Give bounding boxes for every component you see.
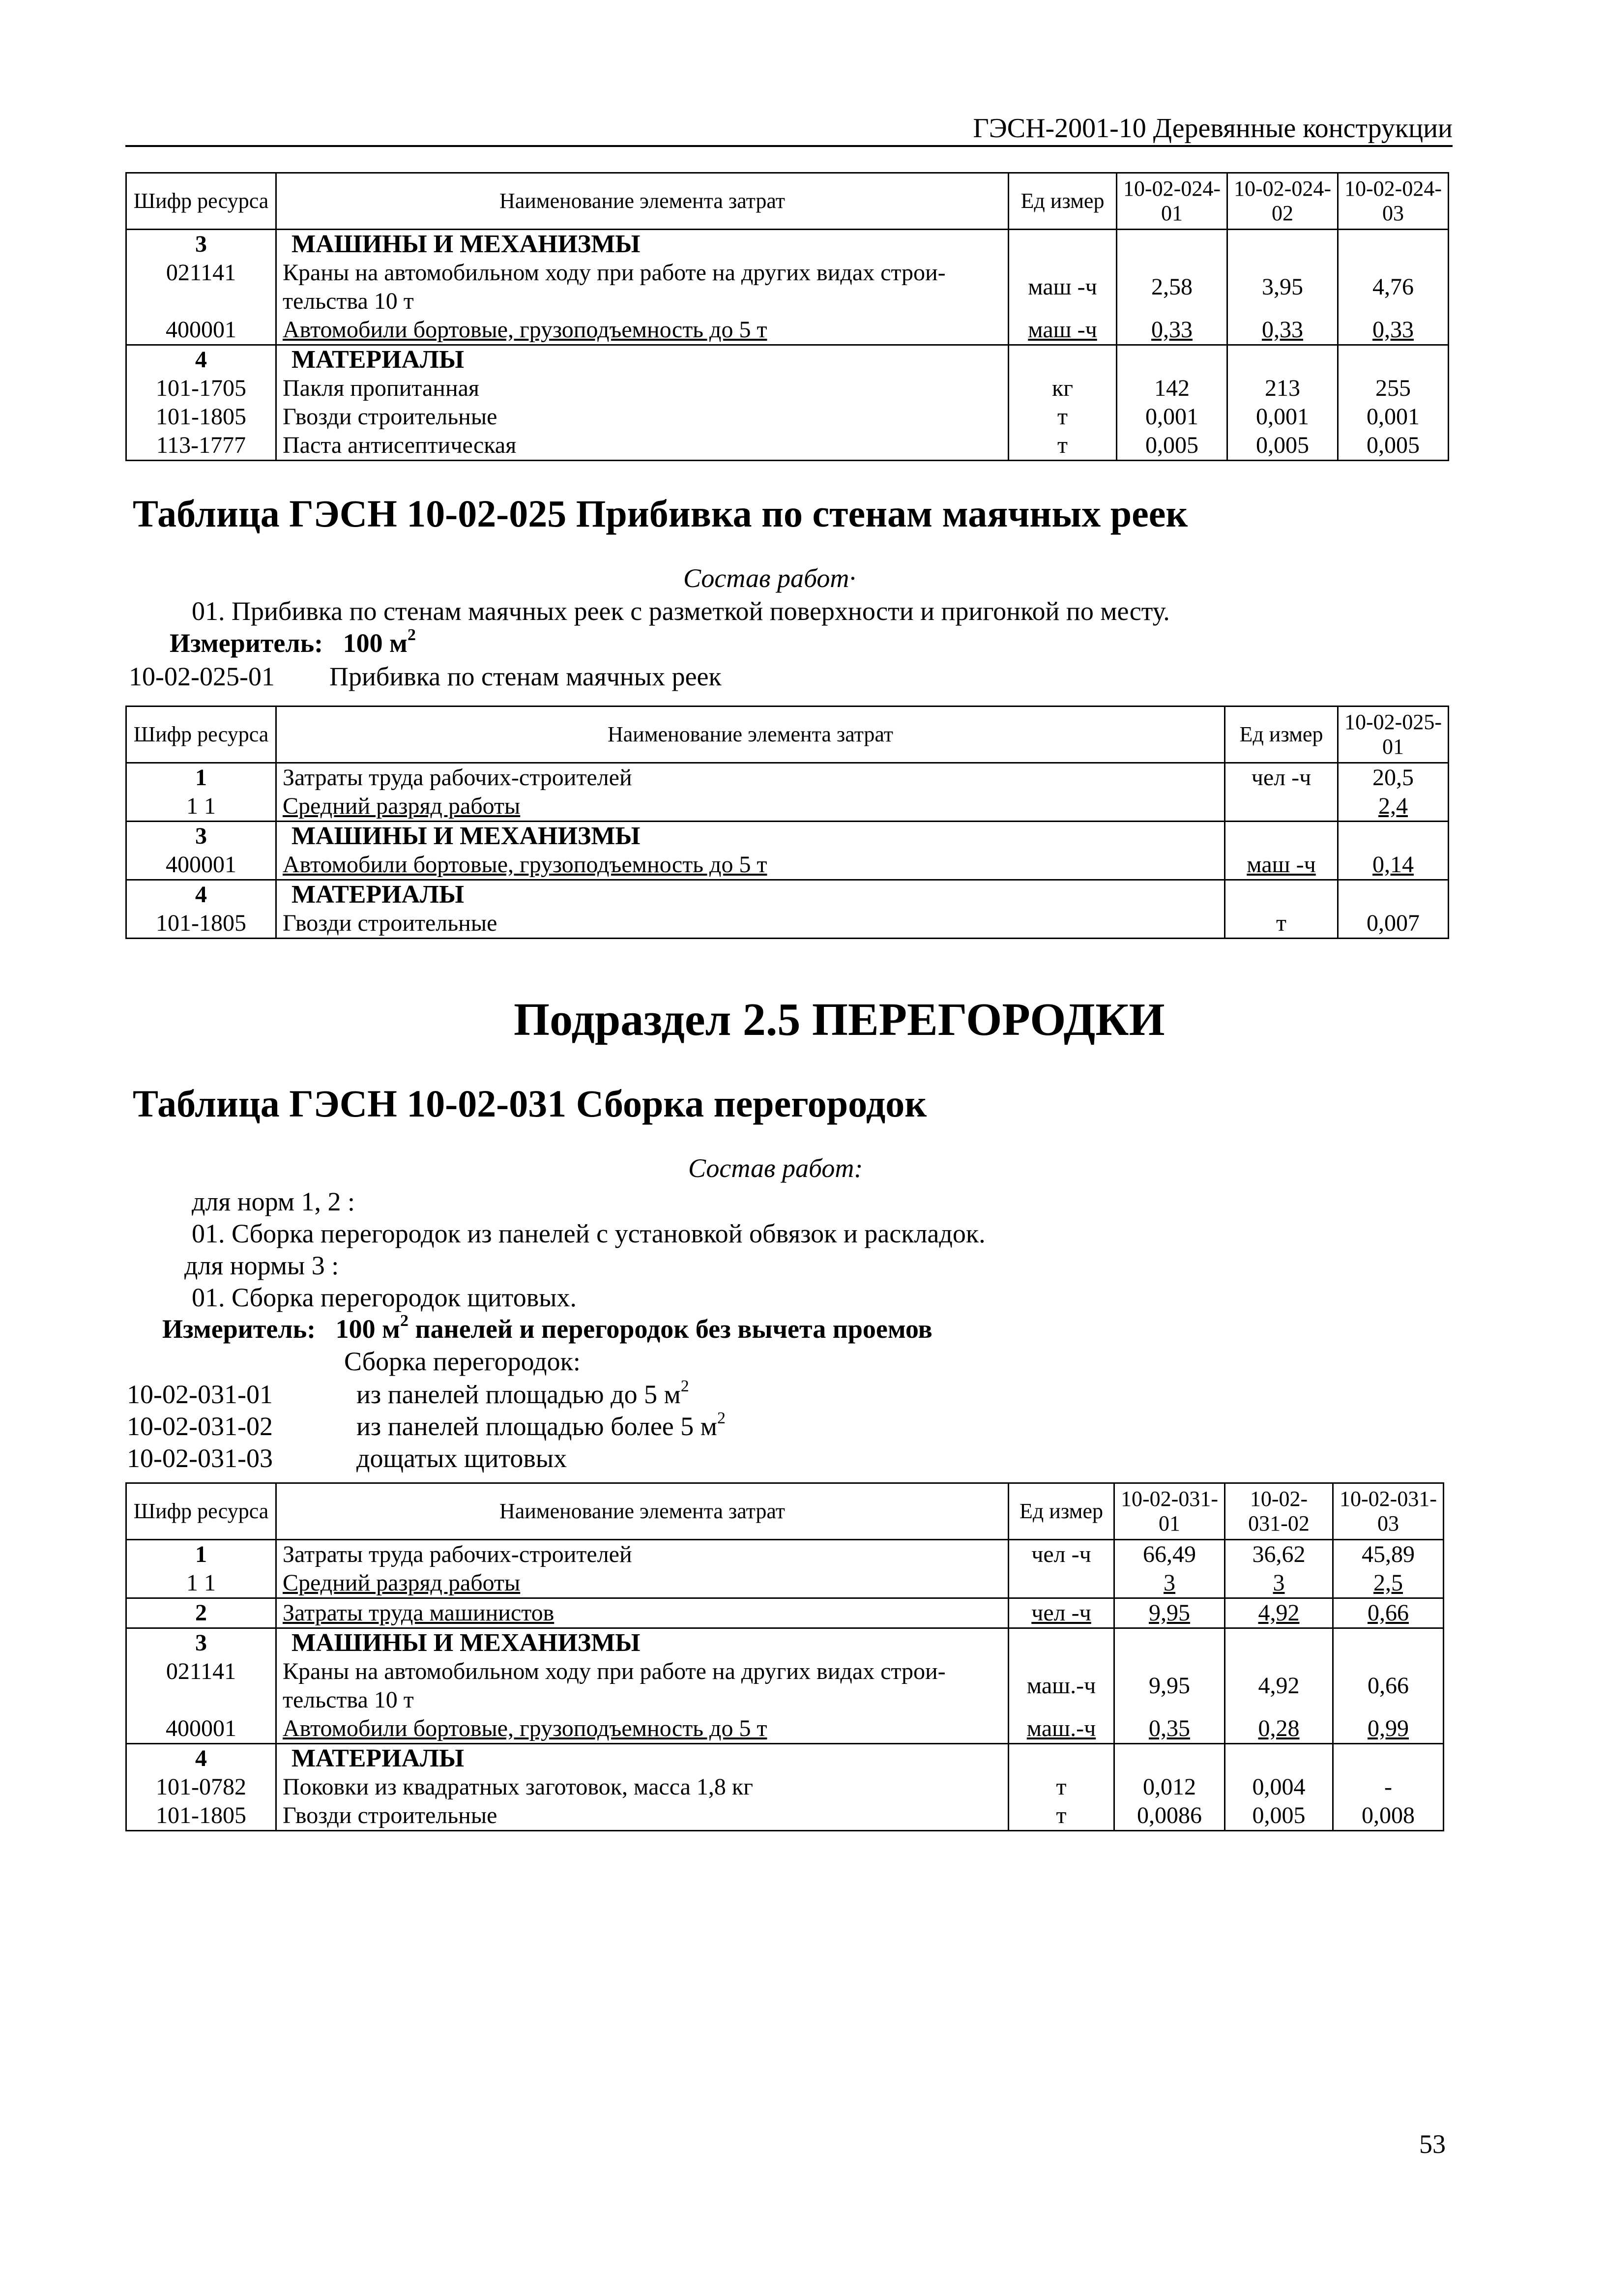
header-title: ГЭСН-2001-10 Деревянные конструкции (973, 113, 1453, 144)
row-value: 0,005 (1225, 1801, 1333, 1831)
row-value: 0,33 (1338, 316, 1449, 345)
row-value: 20,5 (1338, 763, 1449, 793)
table-header-row (126, 706, 1449, 763)
table-row (126, 1628, 1444, 1658)
meter-rest: панелей и перегородок без вычета проемов (408, 1314, 933, 1344)
header-col2: 10-02-031-02 (1225, 1483, 1333, 1540)
row-code: 4 (126, 345, 276, 375)
row-code: 101-1805 (126, 403, 276, 431)
composition-label: Состав работ· (683, 563, 856, 593)
header-col3: 10-02-024-03 (1338, 173, 1449, 230)
work-step: 01. Сборка перегородок из панелей с установкой обвязок и раскладок. (192, 1219, 986, 1248)
row-value: 2,4 (1338, 792, 1449, 822)
row-code: 3 (126, 822, 276, 851)
row-code: 400001 (126, 316, 276, 345)
row-value: 3 (1225, 1569, 1333, 1598)
row-code: 4 (126, 880, 276, 910)
norms-scope: для нормы 3 : (184, 1251, 339, 1280)
header-col2: 10-02-024-02 (1227, 173, 1338, 230)
row-name: Средний разряд работы (283, 793, 521, 819)
group-heading: МАШИНЫ И МЕХАНИЗМЫ (276, 1628, 1009, 1658)
row-unit (1009, 1569, 1114, 1598)
resource-table-031 (125, 1482, 1444, 1831)
table-header-row (126, 173, 1449, 230)
row-value: 3,95 (1227, 259, 1338, 316)
row-unit: маш.-ч (1009, 1714, 1114, 1744)
subsection-title: Подраздел 2.5 ПЕРЕГОРОДКИ (514, 994, 1165, 1045)
row-value: 0,005 (1227, 431, 1338, 461)
row-code: 1 1 (126, 792, 276, 822)
row-name: Поковки из квадратных заготовок, масса 1,8 кг (283, 1774, 753, 1800)
row-unit: т (1009, 1773, 1114, 1801)
row-name (276, 1657, 1009, 1714)
row-code: 400001 (126, 1714, 276, 1744)
row-code: 3 (126, 1628, 276, 1658)
table-row (126, 230, 1449, 259)
norm-name (356, 1379, 689, 1410)
row-name-line1: Краны на автомобильном ходу при работе на других видах строи- (283, 260, 946, 286)
row-code: 021141 (126, 1657, 276, 1714)
group-heading: МАТЕРИАЛЫ (276, 345, 1009, 375)
header-code: Шифр ресурса (126, 173, 276, 230)
row-value: 36,62 (1225, 1540, 1333, 1569)
norm-code: 10-02-025-01 (129, 662, 275, 691)
row-code: 101-0782 (126, 1773, 276, 1801)
row-code: 101-1805 (126, 1801, 276, 1831)
row-value: 0,005 (1338, 431, 1449, 461)
meter-sup: 2 (407, 626, 416, 644)
row-value: 255 (1338, 374, 1449, 403)
row-value: 0,007 (1338, 909, 1449, 939)
norm-code: 10-02-031-03 (127, 1443, 273, 1473)
norm-code: 10-02-031-01 (127, 1380, 273, 1409)
row-value: 0,005 (1117, 431, 1227, 461)
table-row (126, 1773, 1444, 1801)
header-col1: 10-02-031-01 (1114, 1483, 1225, 1540)
row-value: 4,92 (1225, 1657, 1333, 1714)
row-value: 0,008 (1333, 1801, 1444, 1831)
table-row (126, 345, 1449, 375)
row-value: 0,35 (1114, 1714, 1225, 1744)
row-unit: т (1009, 431, 1117, 461)
row-name-line2: тельства 10 т (283, 1687, 414, 1713)
table-row (126, 374, 1449, 403)
row-unit: чел -ч (1225, 763, 1338, 793)
row-code: 4 (126, 1744, 276, 1773)
row-unit: т (1225, 909, 1338, 939)
meter-label: Измеритель: (162, 1314, 316, 1344)
row-value: 0,33 (1227, 316, 1338, 345)
header-name: Наименование элемента затрат (276, 1483, 1009, 1540)
row-unit: т (1009, 1801, 1114, 1831)
row-value: 9,95 (1114, 1657, 1225, 1714)
row-value: 0,28 (1225, 1714, 1333, 1744)
table-header-row (126, 1483, 1444, 1540)
header-col1: 10-02-024-01 (1117, 173, 1227, 230)
norm-name: Прибивка по стенам маячных реек (329, 662, 722, 691)
row-unit: маш.-ч (1009, 1657, 1114, 1714)
row-value: 4,92 (1225, 1598, 1333, 1628)
table-row (126, 259, 1449, 316)
meter-line (170, 628, 416, 658)
row-value: 2,58 (1117, 259, 1227, 316)
running-header (125, 106, 1453, 147)
row-code: 021141 (126, 259, 276, 316)
row-value: 0,012 (1114, 1773, 1225, 1801)
resource-table-024 (125, 172, 1449, 461)
row-code: 101-1705 (126, 374, 276, 403)
norm-name-text: из панелей площадью до 5 м (356, 1380, 681, 1409)
row-value: 213 (1227, 374, 1338, 403)
group-label: Сборка перегородок: (344, 1347, 581, 1376)
row-value: 0,0086 (1114, 1801, 1225, 1831)
table-row (126, 763, 1449, 793)
row-value: 142 (1117, 374, 1227, 403)
row-value: 0,66 (1333, 1657, 1444, 1714)
header-code: Шифр ресурса (126, 706, 276, 763)
table-row (126, 1744, 1444, 1773)
row-unit: чел -ч (1009, 1598, 1114, 1628)
table-title-025: Таблица ГЭСН 10-02-025 Прибивка по стенам маячных реек (133, 492, 1188, 535)
row-name: Гвозди строительные (283, 404, 497, 430)
table-row (126, 316, 1449, 345)
table-row (126, 1657, 1444, 1714)
header-name: Наименование элемента затрат (276, 173, 1009, 230)
norm-sup: 2 (717, 1409, 726, 1427)
row-name: Автомобили бортовые, грузоподъемность до 5 т (283, 1715, 767, 1741)
row-value: 0,004 (1225, 1773, 1333, 1801)
row-code: 101-1805 (126, 909, 276, 939)
row-code: 3 (126, 230, 276, 259)
norm-name-text: из панелей площадью более 5 м (356, 1412, 717, 1441)
norms-scope: для норм 1, 2 : (192, 1187, 355, 1216)
row-name: Средний разряд работы (283, 1570, 521, 1596)
header-name: Наименование элемента затрат (276, 706, 1225, 763)
row-name: Пакля пропитанная (283, 375, 480, 401)
meter-sup: 2 (400, 1312, 408, 1330)
row-name: Гвозди строительные (276, 1801, 1009, 1831)
row-value: - (1333, 1773, 1444, 1801)
norm-code: 10-02-031-02 (127, 1412, 273, 1441)
group-heading: МАШИНЫ И МЕХАНИЗМЫ (276, 230, 1009, 259)
work-step: 01. Сборка перегородок щитовых. (192, 1283, 577, 1312)
row-code: 1 (126, 763, 276, 793)
row-code: 2 (126, 1598, 276, 1628)
row-value: 0,33 (1117, 316, 1227, 345)
header-unit: Ед измер (1225, 706, 1338, 763)
row-value: 0,001 (1338, 403, 1449, 431)
header-unit: Ед измер (1009, 1483, 1114, 1540)
table-row (126, 1801, 1444, 1831)
work-step: 01. Прибивка по стенам маячных реек с разметкой поверхности и пригонкой по месту. (192, 596, 1170, 626)
meter-line (162, 1314, 933, 1344)
norm-name (356, 1411, 726, 1442)
row-value: 45,89 (1333, 1540, 1444, 1569)
row-code: 1 (126, 1540, 276, 1569)
row-value: 9,95 (1114, 1598, 1225, 1628)
row-name: Автомобили бортовые, грузоподъемность до 5 т (283, 317, 767, 343)
row-value: 3 (1114, 1569, 1225, 1598)
row-unit: чел -ч (1009, 1540, 1114, 1569)
row-value: 0,001 (1117, 403, 1227, 431)
table-row (126, 822, 1449, 851)
row-value: 0,001 (1227, 403, 1338, 431)
row-name: Затраты труда рабочих-строителей (276, 1540, 1009, 1569)
row-name: Гвозди строительные (276, 909, 1225, 939)
header-col3: 10-02-031-03 (1333, 1483, 1444, 1540)
header-col1: 10-02-025-01 (1338, 706, 1449, 763)
row-name: Затраты труда машинистов (276, 1598, 1009, 1628)
row-value: 0,66 (1333, 1598, 1444, 1628)
meter-label: Измеритель: (170, 628, 323, 658)
row-name (276, 259, 1009, 316)
row-unit: т (1009, 403, 1117, 431)
table-row (126, 431, 1449, 461)
row-code: 1 1 (126, 1569, 276, 1598)
row-name: Затраты труда рабочих-строителей (276, 763, 1225, 793)
meter-value: 100 м (335, 1314, 400, 1344)
row-value: 66,49 (1114, 1540, 1225, 1569)
row-name-line2: тельства 10 т (283, 288, 414, 314)
norm-sup: 2 (680, 1377, 689, 1395)
meter-value: 100 м (343, 628, 408, 658)
table-row (126, 1598, 1444, 1628)
table-row (126, 851, 1449, 880)
group-heading: МАШИНЫ И МЕХАНИЗМЫ (276, 822, 1225, 851)
table-row (126, 909, 1449, 939)
row-unit: маш -ч (1009, 316, 1117, 345)
row-unit: маш -ч (1225, 851, 1338, 880)
table-row (126, 880, 1449, 910)
table-title-031: Таблица ГЭСН 10-02-031 Сборка перегородок (133, 1082, 927, 1125)
row-unit: маш -ч (1009, 259, 1117, 316)
row-name: Автомобили бортовые, грузоподъемность до 5 т (283, 852, 767, 878)
row-name-line1: Краны на автомобильном ходу при работе на других видах строи- (283, 1658, 946, 1684)
norm-name: дощатых щитовых (356, 1443, 567, 1473)
group-heading: МАТЕРИАЛЫ (276, 1744, 1009, 1773)
table-row (126, 1714, 1444, 1744)
table-row (126, 1569, 1444, 1598)
composition-label: Состав работ: (688, 1153, 863, 1183)
row-value: 0,14 (1338, 851, 1449, 880)
row-value: 2,5 (1333, 1569, 1444, 1598)
row-code: 400001 (126, 851, 276, 880)
page-number: 53 (1419, 2129, 1446, 2159)
row-unit (1225, 792, 1338, 822)
row-unit: кг (1009, 374, 1117, 403)
group-heading: МАТЕРИАЛЫ (276, 880, 1225, 910)
table-row (126, 403, 1449, 431)
header-code: Шифр ресурса (126, 1483, 276, 1540)
table-row (126, 1540, 1444, 1569)
row-value: 4,76 (1338, 259, 1449, 316)
header-unit: Ед измер (1009, 173, 1117, 230)
table-row (126, 792, 1449, 822)
row-code: 113-1777 (126, 431, 276, 461)
resource-table-025 (125, 706, 1449, 939)
row-name: Паста антисептическая (276, 431, 1009, 461)
row-value: 0,99 (1333, 1714, 1444, 1744)
